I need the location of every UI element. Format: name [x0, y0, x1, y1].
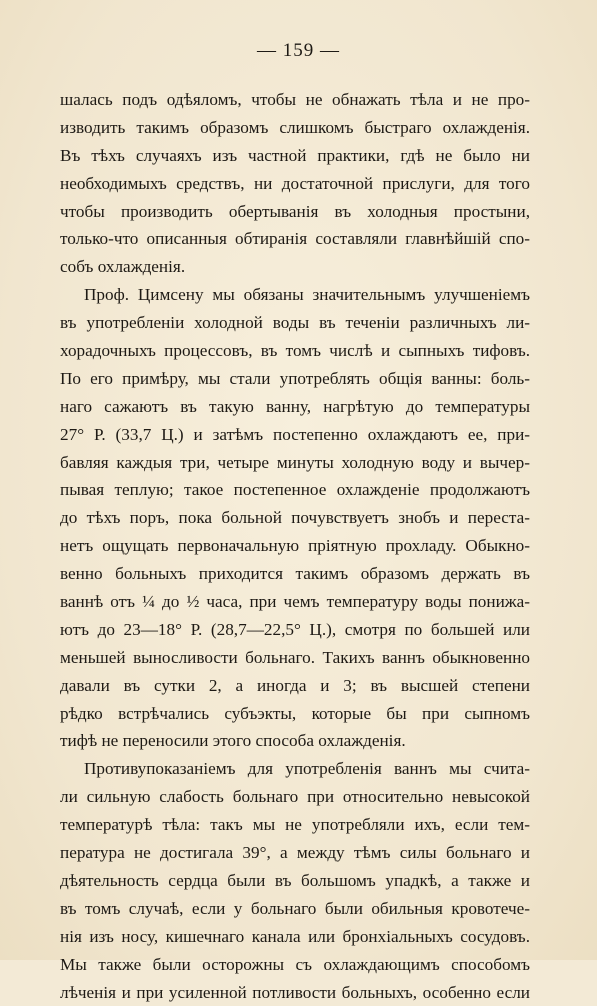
- text-line: нія изъ носу, кишечнаго канала или бронхіальныхъ сосудовъ.: [60, 923, 530, 951]
- text-line: собъ охлажденія.: [60, 253, 530, 281]
- text-line: ваннѣ отъ ¼ до ½ часа, при чемъ температуру воды понижа-: [60, 588, 530, 616]
- text-line: тифѣ не переносили этого способа охлажденія.: [60, 727, 530, 755]
- text-line: наго сажаютъ въ такую ванну, нагрѣтую до температуры: [60, 393, 530, 421]
- text-line: пература не достигала 39°, а между тѣмъ силы больнаго и: [60, 839, 530, 867]
- text-line: въ томъ случаѣ, если у больнаго были обильныя кровотече-: [60, 895, 530, 923]
- text-line: 27° Р. (33,7 Ц.) и затѣмъ постепенно охлаждаютъ ее, при-: [60, 421, 530, 449]
- text-line: лѣченія и при усиленной потливости больныхъ, особенно если: [60, 979, 530, 1006]
- text-line: до тѣхъ поръ, пока больной почувствуетъ знобъ и переста-: [60, 504, 530, 532]
- page-body-text: [60, 86, 530, 1006]
- text-line: ли сильную слабость больнаго при относительно невысокой: [60, 783, 530, 811]
- text-line: ютъ до 23—18° Р. (28,7—22,5° Ц.), смотря по большей или: [60, 616, 530, 644]
- page-number: — 159 —: [0, 40, 597, 62]
- text-line: дѣятельность сердца были въ большомъ упадкѣ, а также и: [60, 867, 530, 895]
- text-line: Мы также были осторожны съ охлаждающимъ способомъ: [60, 951, 530, 979]
- text-line: давали въ сутки 2, а иногда и 3; въ высшей степени: [60, 672, 530, 700]
- text-line: меньшей выносливости больнаго. Такихъ ваннъ обыкновенно: [60, 644, 530, 672]
- text-line: рѣдко встрѣчались субъэкты, которые бы при сыпномъ: [60, 700, 530, 728]
- text-line: чтобы производить обертыванія въ холодныя простыни,: [60, 198, 530, 226]
- text-line: изводить такимъ образомъ слишкомъ быстраго охлажденія.: [60, 114, 530, 142]
- text-line: бавляя каждыя три, четыре минуты холодную воду и вычер-: [60, 449, 530, 477]
- text-line: венно больныхъ приходится такимъ образомъ держать въ: [60, 560, 530, 588]
- text-line: пывая теплую; такое постепенное охлажденіе продолжаютъ: [60, 476, 530, 504]
- text-line: шалась подъ одѣяломъ, чтобы не обнажать тѣла и не про-: [60, 86, 530, 114]
- text-line: Проф. Цимсену мы обязаны значительнымъ улучшеніемъ: [60, 281, 530, 309]
- text-line: нетъ ощущать первоначальную пріятную прохладу. Обыкно-: [60, 532, 530, 560]
- text-line: По его примѣру, мы стали употреблять общія ванны: боль-: [60, 365, 530, 393]
- text-line: хорадочныхъ процессовъ, въ томъ числѣ и сыпныхъ тифовъ.: [60, 337, 530, 365]
- text-line: Въ тѣхъ случаяхъ изъ частной практики, гдѣ не было ни: [60, 142, 530, 170]
- text-line: температурѣ тѣла: такъ мы не употребляли ихъ, если тем-: [60, 811, 530, 839]
- text-line: въ употребленіи холодной воды въ теченіи различныхъ ли-: [60, 309, 530, 337]
- text-line: только-что описанныя обтиранія составляли главнѣйшій спо-: [60, 225, 530, 253]
- text-line: Противупоказаніемъ для употребленія ваннъ мы счита-: [60, 755, 530, 783]
- text-line: необходимыхъ средствъ, ни достаточной прислуги, для того: [60, 170, 530, 198]
